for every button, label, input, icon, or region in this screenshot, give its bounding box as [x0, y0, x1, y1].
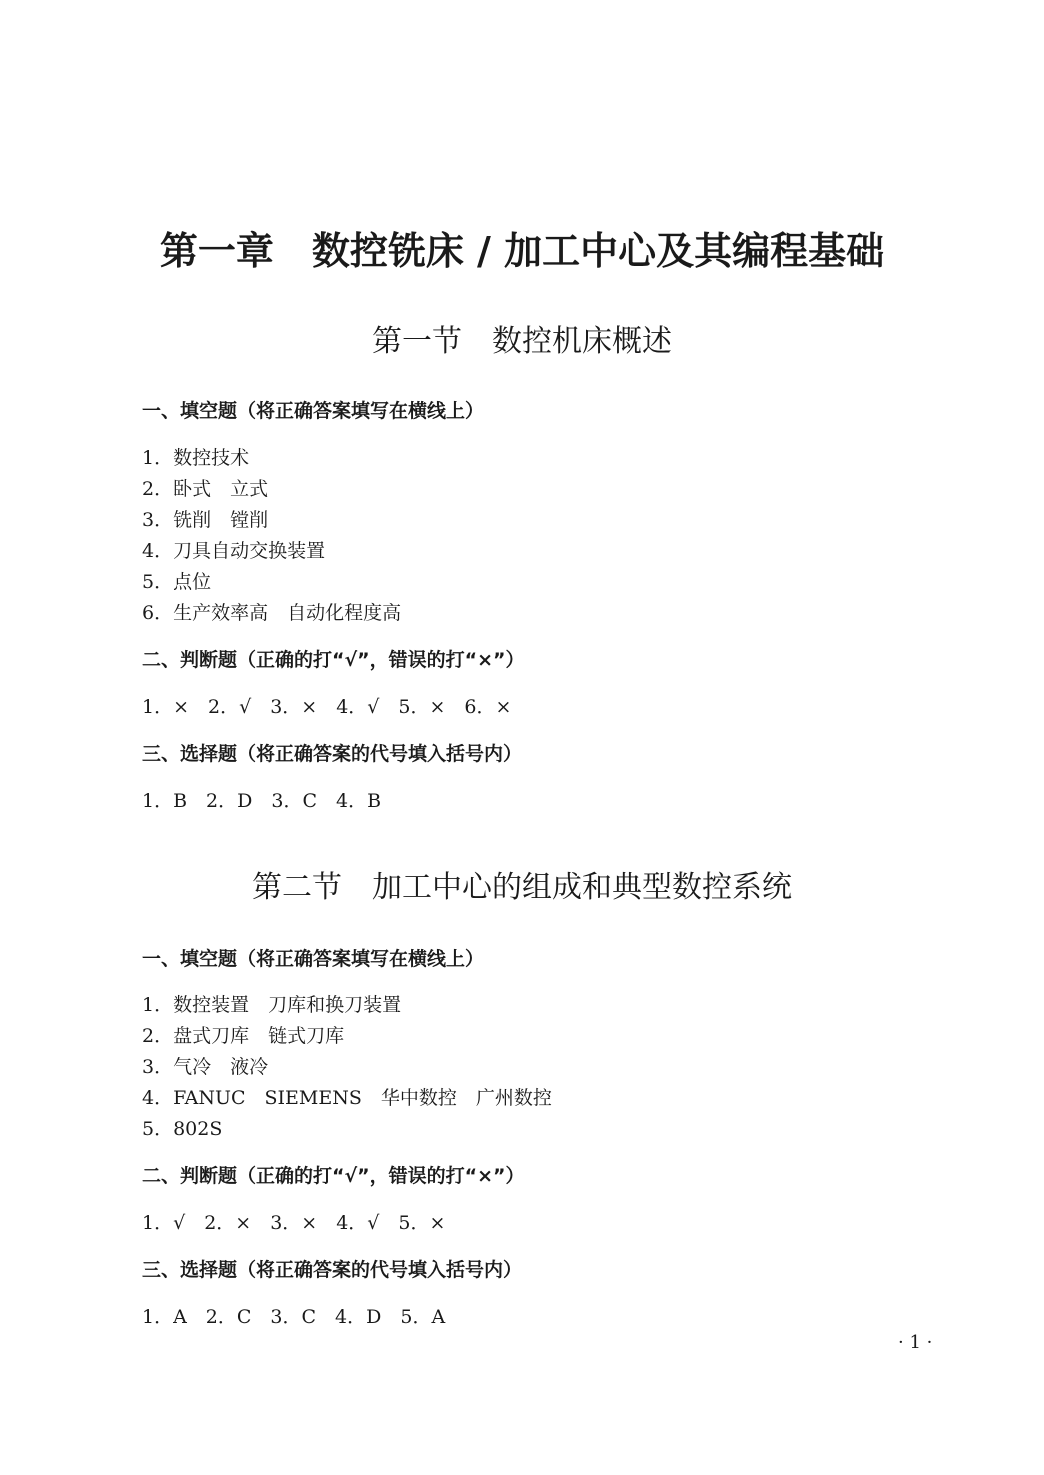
- multiple-choice-answers: 1．B 2．D 3．C 4．B: [142, 790, 382, 812]
- answer-item: 3．气冷 液冷: [142, 1056, 269, 1078]
- true-false-answers: 1．√ 2．× 3．× 4．√ 5．×: [142, 1212, 446, 1234]
- fill-blank-heading: 一、填空题（将正确答案填写在横线上）: [142, 948, 485, 970]
- fill-blank-heading: 一、填空题（将正确答案填写在横线上）: [142, 400, 485, 422]
- answer-item: 4．FANUC SIEMENS 华中数控 广州数控: [142, 1087, 552, 1109]
- multiple-choice-heading: 三、选择题（将正确答案的代号填入括号内）: [142, 1259, 523, 1281]
- answer-item: 3．铣削 镗削: [142, 509, 269, 531]
- answer-item: 5．点位: [142, 571, 212, 593]
- true-false-heading: 二、判断题（正确的打“√”，错误的打“×”）: [142, 1165, 525, 1187]
- answer-item: 1．数控技术: [142, 447, 250, 469]
- section-title: 第一节 数控机床概述: [372, 324, 672, 359]
- answer-item: 2．卧式 立式: [142, 478, 269, 500]
- multiple-choice-heading: 三、选择题（将正确答案的代号填入括号内）: [142, 743, 523, 765]
- answer-item: 1．数控装置 刀库和换刀装置: [142, 994, 402, 1016]
- chapter-title: 第一章 数控铣床 / 加工中心及其编程基础: [159, 228, 885, 273]
- answer-item: 5．802S: [142, 1118, 223, 1140]
- multiple-choice-answers: 1．A 2．C 3．C 4．D 5．A: [142, 1306, 446, 1328]
- true-false-answers: 1．× 2．√ 3．× 4．√ 5．× 6．×: [142, 696, 512, 718]
- section-title: 第二节 加工中心的组成和典型数控系统: [252, 870, 792, 905]
- true-false-heading: 二、判断题（正确的打“√”，错误的打“×”）: [142, 649, 525, 671]
- answer-item: 6．生产效率高 自动化程度高: [142, 602, 402, 624]
- answer-item: 2．盘式刀库 链式刀库: [142, 1025, 345, 1047]
- page-number: · 1 ·: [898, 1332, 933, 1353]
- answer-item: 4．刀具自动交换装置: [142, 540, 326, 562]
